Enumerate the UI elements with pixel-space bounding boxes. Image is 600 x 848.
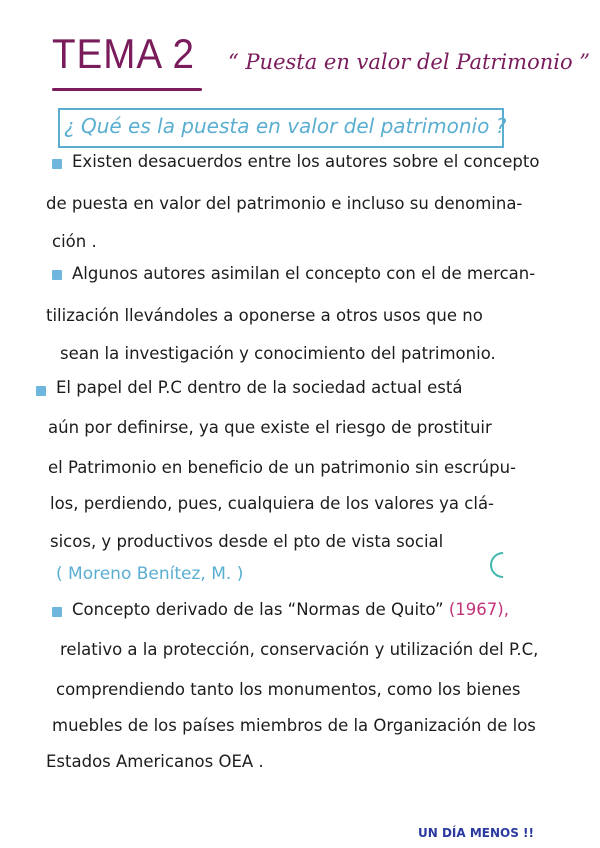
text-line: comprendiendo tanto los monumentos, como los bienes xyxy=(56,680,521,699)
text-line: el Patrimonio en beneficio de un patrimonio sin escrúpu- xyxy=(48,458,516,477)
footer-signature: UN DÍA MENOS !! xyxy=(418,826,535,840)
text-line-intro-text: Concepto derivado de las “Normas de Quito” xyxy=(72,600,444,619)
hook-icon xyxy=(485,547,522,584)
text-line: relativo a la protección, conservación y utilización del P.C, xyxy=(60,640,539,659)
bullet-icon xyxy=(36,386,46,396)
text-line: ción . xyxy=(52,232,97,251)
text-line: de puesta en valor del patrimonio e incluso su denomina- xyxy=(46,194,523,213)
text-line: Estados Americanos OEA . xyxy=(46,752,264,771)
year-highlight: (1967), xyxy=(448,600,509,619)
bullet-icon xyxy=(52,270,62,280)
title-underline xyxy=(52,88,202,91)
citation: ( Moreno Benítez, M. ) xyxy=(56,564,244,584)
text-line: aún por definirse, ya que existe el riesgo de prostituir xyxy=(48,418,492,437)
text-line: tilización llevándoles a oponerse a otros usos que no xyxy=(46,306,483,325)
text-line: Algunos autores asimilan el concepto con el de mercan- xyxy=(72,264,536,283)
text-line: muebles de los países miembros de la Organización de los xyxy=(52,716,536,735)
page-subtitle: “ Puesta en valor del Patrimonio ” xyxy=(228,50,591,74)
bullet-icon xyxy=(52,159,62,169)
bullet-icon xyxy=(52,607,62,617)
page-title: TEMA 2 xyxy=(52,30,195,77)
text-line: El papel del P.C dentro de la sociedad actual está xyxy=(56,378,463,397)
text-line: sicos, y productivos desde el pto de vista social xyxy=(50,532,444,551)
text-line: los, perdiendo, pues, cualquiera de los valores ya clá- xyxy=(50,494,495,513)
text-line: Existen desacuerdos entre los autores sobre el concepto xyxy=(72,152,540,171)
text-line: sean la investigación y conocimiento del patrimonio. xyxy=(60,344,496,363)
question-heading: ¿ Qué es la puesta en valor del patrimonio ? xyxy=(64,114,507,138)
text-line-intro xyxy=(72,600,509,619)
